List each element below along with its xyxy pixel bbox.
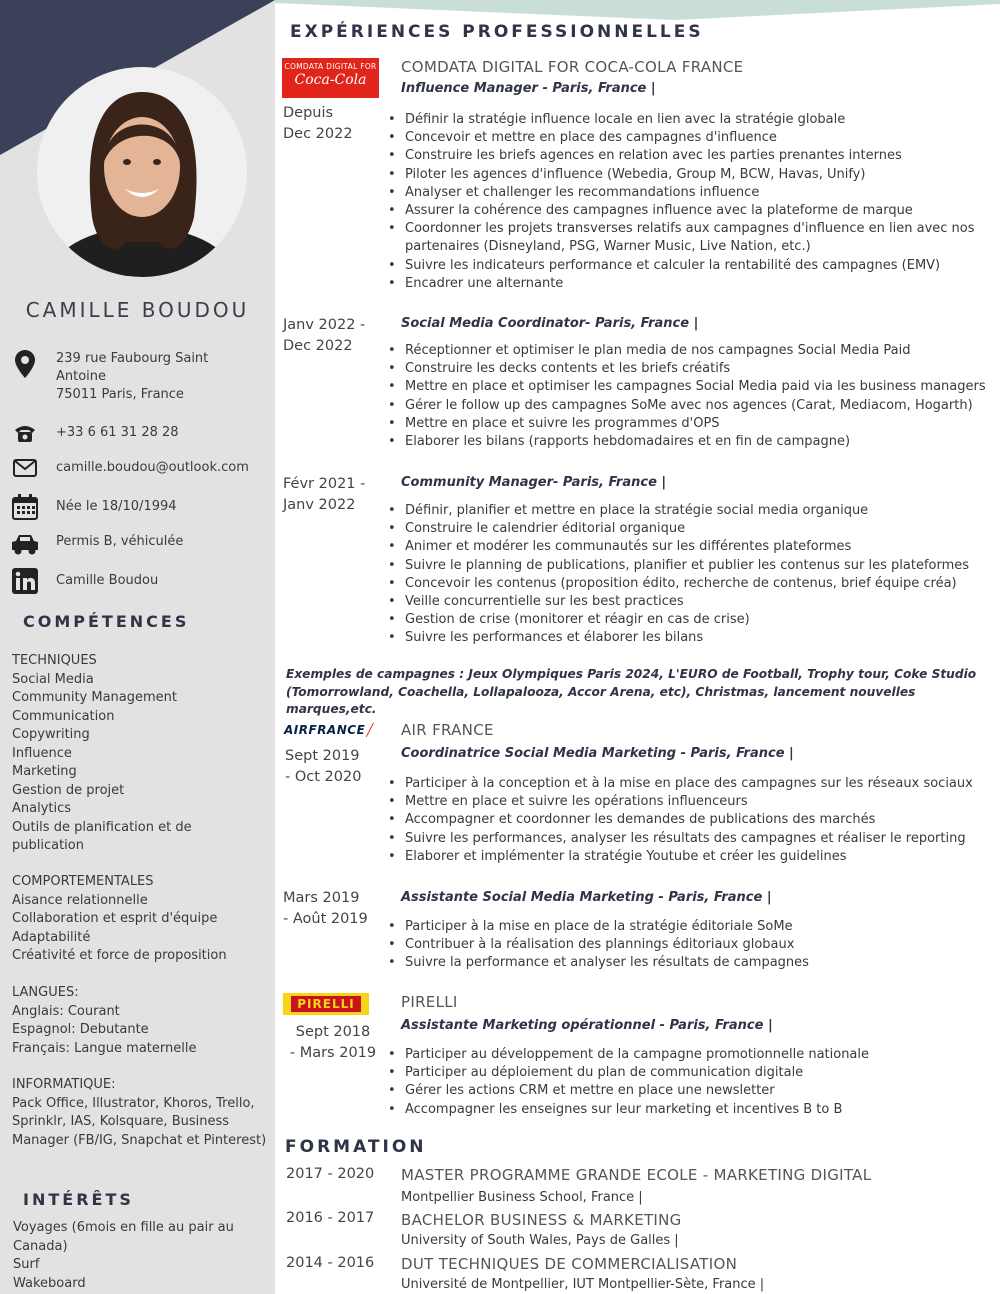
job-dates xyxy=(283,103,353,145)
language-item: Anglais: Courant xyxy=(12,1003,120,1019)
skill-item: Communication xyxy=(12,708,115,724)
list-item: • Suivre les performances et élaborer les bilans xyxy=(386,629,1000,647)
envelope-icon xyxy=(10,459,40,485)
interest-item: Wakeboard xyxy=(13,1275,86,1291)
coca-logo-caption: COMDATA DIGITAL FOR xyxy=(284,62,377,71)
job-bullets xyxy=(386,111,1000,293)
date-line: - Août 2019 xyxy=(283,911,368,927)
skill-item: Gestion de projet xyxy=(12,782,125,798)
languages-heading: LANGUES: xyxy=(12,985,79,1000)
education-school: Université de Montpellier, IUT Montpellier-Sète, France | xyxy=(401,1277,765,1292)
languages xyxy=(12,984,270,1058)
coca-logo-wordmark: Coca-Cola xyxy=(294,72,367,88)
top-decoration xyxy=(275,0,1000,20)
job-bullets xyxy=(386,918,1000,973)
date-line: Sept 2019 xyxy=(285,748,360,764)
driving-license: Permis B, véhiculée xyxy=(56,534,184,549)
list-item: • Veille concurrentielle sur les best practices xyxy=(386,593,1000,611)
job-title: Coordinatrice Social Media Marketing - Paris, France | xyxy=(401,746,794,761)
skill-item: Copywriting xyxy=(12,727,90,742)
list-item: • Participer à la mise en place de la stratégie éditoriale SoMe xyxy=(386,918,1000,936)
education-degree: MASTER PROGRAMME GRANDE ECOLE - MARKETING DIGITAL xyxy=(401,1166,872,1184)
address-line-2: Antoine xyxy=(56,369,107,384)
skill-item: Outils de planification et de publication xyxy=(12,819,192,853)
date-line: Dec 2022 xyxy=(283,338,353,354)
list-item: • Suivre la performance et analyser les résultats de campagnes xyxy=(386,954,1000,972)
phone-number: +33 6 61 31 28 28 xyxy=(56,425,179,440)
list-item: • Suivre le planning de publications, planifier et publier les contenus sur les plateformes xyxy=(386,557,1000,575)
contact-email xyxy=(10,459,270,485)
job-dates xyxy=(285,746,361,788)
education-date: 2014 - 2016 xyxy=(286,1255,375,1271)
job-dates xyxy=(283,474,365,516)
location-pin-icon xyxy=(10,350,40,376)
soft-skill-item: Créativité et force de proposition xyxy=(12,948,227,963)
linkedin-icon[interactable] xyxy=(10,568,40,594)
email-address: camille.boudou@outlook.com xyxy=(56,460,249,475)
competences-comportementales xyxy=(12,873,270,966)
candidate-name: CAMILLE BOUDOU xyxy=(25,298,250,322)
skill-item: Marketing xyxy=(12,764,77,779)
list-item: • Encadrer une alternante xyxy=(386,275,1000,293)
date-line: - Oct 2020 xyxy=(285,769,362,785)
language-item: Espagnol: Debutante xyxy=(12,1022,149,1037)
list-item: • Suivre les performances, analyser les résultats des campagnes et réaliser le reporting xyxy=(386,830,1000,848)
air-france-stripe-icon: ╱ xyxy=(366,723,374,737)
date-line: - Mars 2019 xyxy=(289,1045,377,1061)
list-item: • Concevoir et mettre en place des campagnes d'influence xyxy=(386,129,1000,147)
sidebar xyxy=(0,0,275,1294)
date-line: Févr 2021 - xyxy=(283,476,366,492)
job-bullets xyxy=(386,1046,1000,1119)
it-skills xyxy=(12,1076,270,1150)
comportementales-heading: COMPORTEMENTALES xyxy=(12,874,154,889)
list-item: • Coordonner les projets transverses relatifs aux campagnes d'influence en lien avec nos partenaires (Disneyland, PSG, Warner Music, Live Nation, etc.) xyxy=(386,220,1000,256)
list-item: • Mettre en place et suivre les opérations influenceurs xyxy=(386,793,1000,811)
list-item: • Elaborer les bilans (rapports hebdomadaires et en fin de campagne) xyxy=(386,433,1000,451)
list-item: • Accompagner et coordonner les demandes de publications des marchés xyxy=(386,811,1000,829)
date-line: Dec 2022 xyxy=(283,126,353,142)
job-dates xyxy=(283,888,368,930)
formation-heading: FORMATION xyxy=(285,1137,427,1157)
interets-list xyxy=(13,1219,253,1293)
education-school: Montpellier Business School, France | xyxy=(401,1190,643,1205)
address-line-1: 239 rue Faubourg Saint xyxy=(56,351,209,366)
education-date: 2017 - 2020 xyxy=(286,1166,375,1182)
interest-item: Surf xyxy=(13,1257,40,1272)
list-item: • Définir la stratégie influence locale en lien avec la stratégie globale xyxy=(386,111,1000,129)
job-dates xyxy=(283,315,365,357)
list-item: • Participer à la conception et à la mise en place des campagnes sur les réseaux sociaux xyxy=(386,775,1000,793)
interest-item: Voyages (6mois en fille au pair au Canada) xyxy=(13,1220,234,1254)
it-list: Pack Office, Illustrator, Khoros, Trello, Sprinklr, IAS, Kolsquare, Business Manager (FB/IG, Snapchat et Pinterest) xyxy=(12,1095,267,1148)
skill-item: Community Management xyxy=(12,690,178,705)
job-title: Assistante Social Media Marketing - Paris, France | xyxy=(401,890,772,905)
skill-item: Influence xyxy=(12,745,72,761)
soft-skill-item: Collaboration et esprit d'équipe xyxy=(12,911,218,926)
telephone-icon xyxy=(10,424,40,450)
list-item: • Suivre les indicateurs performance et calculer la rentabilité des campagnes (EMV) xyxy=(386,257,1000,275)
date-line: Janv 2022 xyxy=(283,497,356,513)
car-icon xyxy=(10,533,40,559)
job-title: Social Media Coordinator- Paris, France | xyxy=(401,316,699,331)
list-item: • Concevoir les contenus (proposition édito, recherche de contenus, brief équipe créa) xyxy=(386,575,1000,593)
list-item: • Mettre en place et optimiser les campagnes Social Media paid via les business managers xyxy=(386,378,1000,396)
company-name: PIRELLI xyxy=(401,993,458,1011)
contact-address xyxy=(10,350,270,404)
competences-techniques xyxy=(12,652,270,856)
address-line-3: 75011 Paris, France xyxy=(56,387,184,402)
contact-birth xyxy=(10,494,270,520)
campaign-examples: Exemples de campagnes : Jeux Olympiques Paris 2024, L'EURO de Football, Trophy tour, Coke Studio (Tomorrowland, Coachella, Lollapalooza, Accor Arena, etc), Christmas, lancement nouvelles marques,etc. xyxy=(286,667,977,716)
education-degree: BACHELOR BUSINESS & MARKETING xyxy=(401,1211,682,1229)
list-item: • Analyser et challenger les recommandations influence xyxy=(386,184,1000,202)
competences-heading: COMPÉTENCES xyxy=(23,612,190,631)
pirelli-logo xyxy=(283,993,369,1015)
list-item: • Mettre en place et suivre les programmes d'OPS xyxy=(386,415,1000,433)
job-bullets xyxy=(386,342,1000,451)
list-item: • Animer et modérer les communautés sur les différentes plateformes xyxy=(386,538,1000,556)
air-france-logo xyxy=(284,723,374,737)
education-degree: DUT TECHNIQUES DE COMMERCIALISATION xyxy=(401,1255,738,1273)
profile-photo xyxy=(37,67,247,277)
company-name: AIR FRANCE xyxy=(401,721,494,739)
date-line: Sept 2018 xyxy=(295,1024,371,1040)
list-item: • Elaborer et implémenter la stratégie Youtube et créer les guidelines xyxy=(386,848,1000,866)
date-line: Depuis xyxy=(283,105,334,121)
linkedin-name[interactable]: Camille Boudou xyxy=(56,573,159,588)
techniques-heading: TECHNIQUES xyxy=(12,653,97,668)
list-item: • Gérer les actions CRM et mettre en place une newsletter xyxy=(386,1082,1000,1100)
list-item: • Gestion de crise (monitorer et réagir en cas de crise) xyxy=(386,611,1000,629)
list-item: • Construire le calendrier éditorial organique xyxy=(386,520,1000,538)
list-item: • Assurer la cohérence des campagnes influence avec la plateforme de marque xyxy=(386,202,1000,220)
coca-cola-logo xyxy=(282,58,379,98)
job-title: Influence Manager - Paris, France | xyxy=(401,81,656,96)
job-dates xyxy=(283,1022,383,1064)
pirelli-wordmark: PIRELLI xyxy=(291,996,360,1012)
calendar-icon xyxy=(10,494,40,520)
contact-linkedin[interactable] xyxy=(10,568,270,594)
list-item: • Réceptionner et optimiser le plan media de nos campagnes Social Media Paid xyxy=(386,342,1000,360)
list-item: • Gérer le follow up des campagnes SoMe avec nos agences (Carat, Mediacom, Hogarth) xyxy=(386,397,1000,415)
date-line: Janv 2022 - xyxy=(283,317,366,333)
job-bullets xyxy=(386,502,1000,648)
list-item: • Accompagner les enseignes sur leur marketing et incentives B to B xyxy=(386,1101,1000,1119)
date-line: Mars 2019 xyxy=(283,890,360,906)
job-title: Community Manager- Paris, France | xyxy=(401,475,667,490)
contact-license xyxy=(10,533,270,559)
air-france-wordmark: AIRFRANCE xyxy=(284,723,366,737)
it-heading: INFORMATIQUE: xyxy=(12,1077,116,1092)
list-item: • Construire les decks contents et les briefs créatifs xyxy=(386,360,1000,378)
interets-heading: INTÉRÊTS xyxy=(23,1190,134,1209)
list-item: • Définir, planifier et mettre en place la stratégie social media organique xyxy=(386,502,1000,520)
list-item: • Piloter les agences d'influence (Webedia, Group M, BCW, Havas, Unify) xyxy=(386,166,1000,184)
skill-item: Social Media xyxy=(12,671,94,687)
experiences-heading: EXPÉRIENCES PROFESSIONNELLES xyxy=(290,22,704,42)
job-bullets xyxy=(386,775,1000,866)
soft-skill-item: Aisance relationnelle xyxy=(12,892,148,908)
soft-skill-item: Adaptabilité xyxy=(12,929,91,945)
birth-date: Née le 18/10/1994 xyxy=(56,499,177,514)
job-title: Assistante Marketing opérationnel - Paris, France | xyxy=(401,1018,773,1033)
list-item: • Participer au déploiement du plan de communication digitale xyxy=(386,1064,1000,1082)
language-item: Français: Langue maternelle xyxy=(12,1040,197,1056)
education-date: 2016 - 2017 xyxy=(286,1210,375,1226)
list-item: • Participer au développement de la campagne promotionnelle nationale xyxy=(386,1046,1000,1064)
list-item: • Contribuer à la réalisation des plannings éditoriaux globaux xyxy=(386,936,1000,954)
skill-item: Analytics xyxy=(12,801,72,816)
contact-phone xyxy=(10,424,270,450)
company-name: COMDATA DIGITAL FOR COCA-COLA FRANCE xyxy=(401,58,744,76)
list-item: • Construire les briefs agences en relation avec les parties prenantes internes xyxy=(386,147,1000,165)
education-school: University of South Wales, Pays de Galles | xyxy=(401,1233,679,1248)
